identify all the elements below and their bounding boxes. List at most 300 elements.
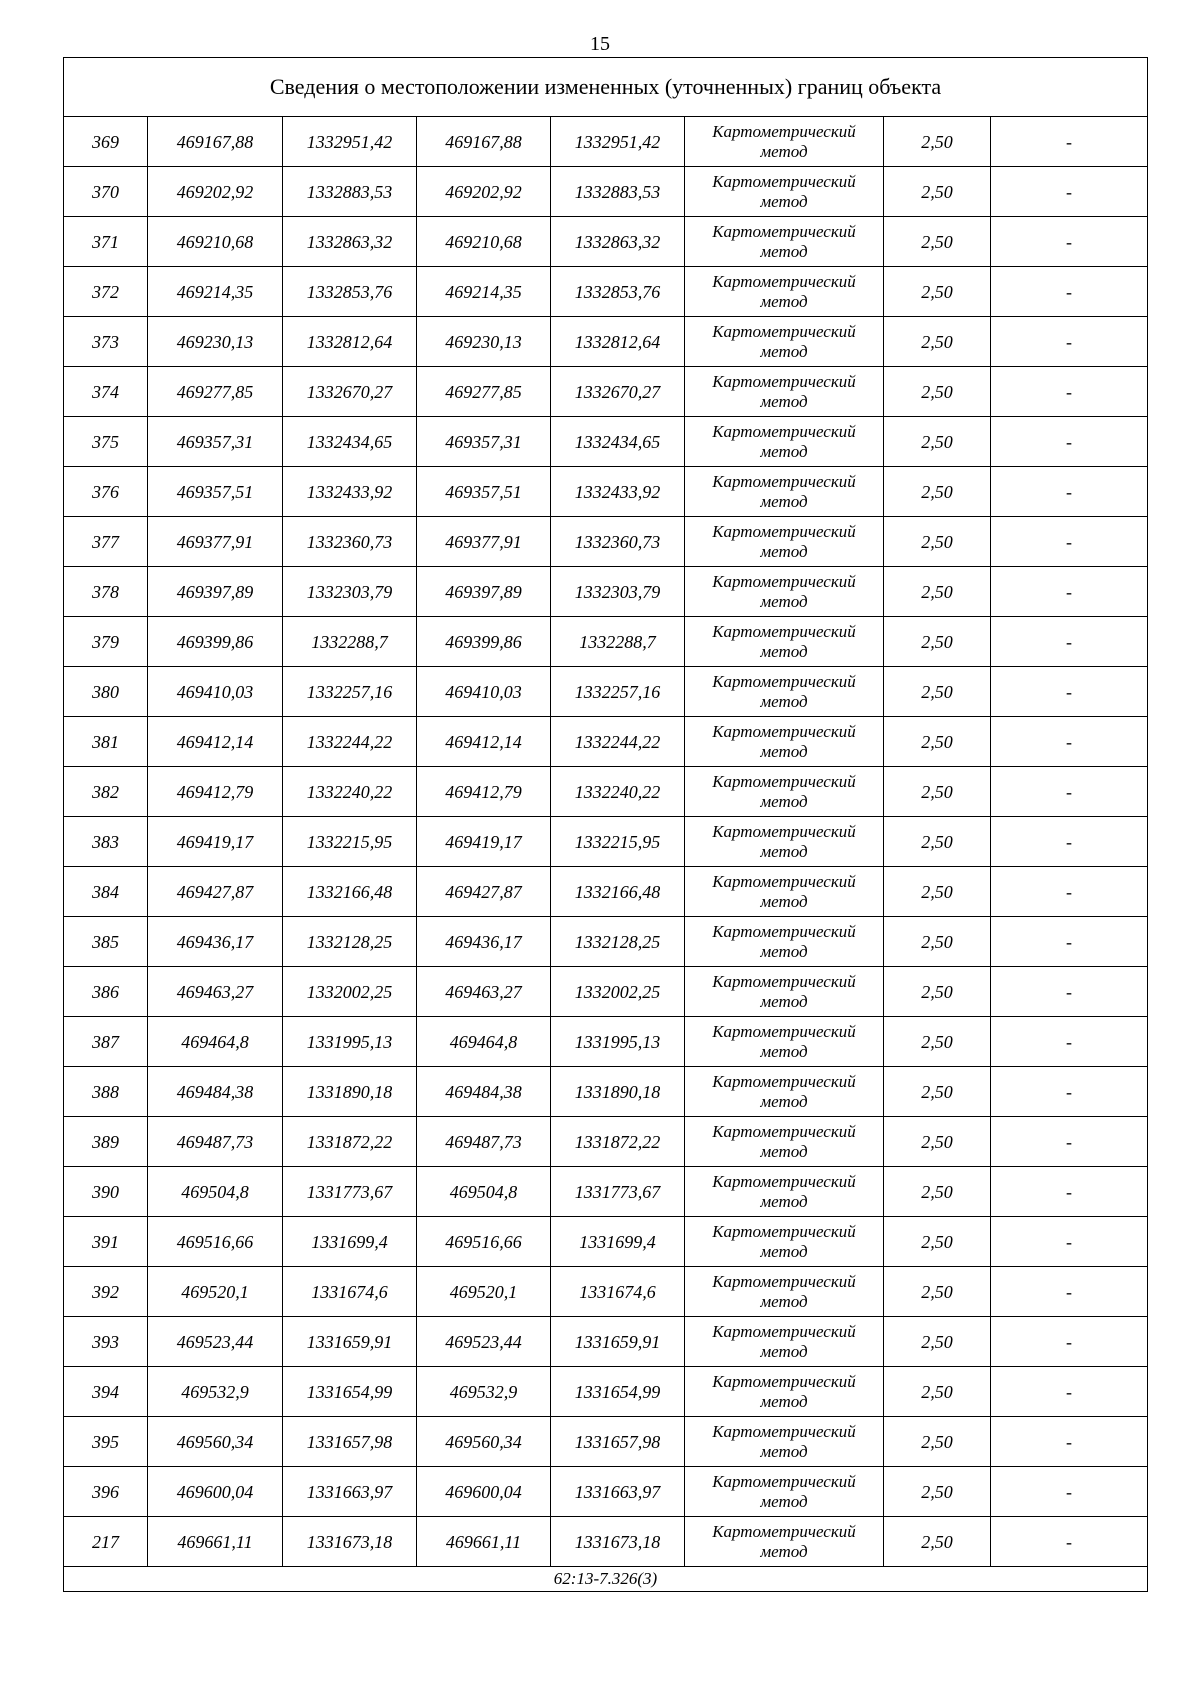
existing-x-cell: 469210,68: [148, 217, 283, 267]
method-line-1: Картометрический: [712, 621, 856, 641]
refined-y-cell: 1331673,18: [551, 1517, 685, 1567]
accuracy-cell: 2,50: [884, 767, 991, 817]
method-cell: [685, 667, 884, 717]
existing-y-cell: 1332434,65: [283, 417, 417, 467]
table-row: [64, 667, 1148, 717]
existing-x-cell: 469436,17: [148, 917, 283, 967]
accuracy-cell: 2,50: [884, 1167, 991, 1217]
existing-x-cell: 469600,04: [148, 1467, 283, 1517]
accuracy-cell: 2,50: [884, 717, 991, 767]
point-number-cell: 394: [64, 1367, 148, 1417]
refined-y-cell: 1331872,22: [551, 1117, 685, 1167]
point-number-cell: 382: [64, 767, 148, 817]
method-cell: [685, 1217, 884, 1267]
note-cell: -: [991, 917, 1148, 967]
method-cell: [685, 167, 884, 217]
point-number-cell: 387: [64, 1017, 148, 1067]
method-line-1: Картометрический: [712, 1171, 856, 1191]
point-number-cell: 391: [64, 1217, 148, 1267]
refined-y-cell: 1332670,27: [551, 367, 685, 417]
accuracy-cell: 2,50: [884, 1217, 991, 1267]
method-line-1: Картометрический: [712, 1221, 856, 1241]
point-number-cell: 381: [64, 717, 148, 767]
refined-y-cell: 1332883,53: [551, 167, 685, 217]
existing-x-cell: 469532,9: [148, 1367, 283, 1417]
note-cell: -: [991, 1417, 1148, 1467]
table-row: [64, 1417, 1148, 1467]
point-number-cell: 393: [64, 1317, 148, 1367]
method-cell: [685, 717, 884, 767]
refined-y-cell: 1331890,18: [551, 1067, 685, 1117]
accuracy-cell: 2,50: [884, 1117, 991, 1167]
refined-x-cell: 469397,89: [417, 567, 551, 617]
method-line-2: метод: [760, 1041, 808, 1061]
refined-x-cell: 469520,1: [417, 1267, 551, 1317]
method-cell: [685, 1167, 884, 1217]
method-line-1: Картометрический: [712, 1421, 856, 1441]
existing-x-cell: 469277,85: [148, 367, 283, 417]
refined-y-cell: 1331995,13: [551, 1017, 685, 1067]
method-line-1: Картометрический: [712, 1271, 856, 1291]
point-number-cell: 371: [64, 217, 148, 267]
existing-x-cell: 469167,88: [148, 117, 283, 167]
existing-x-cell: 469464,8: [148, 1017, 283, 1067]
refined-y-cell: 1332812,64: [551, 317, 685, 367]
table-title-row: [64, 58, 1148, 117]
existing-y-cell: 1332951,42: [283, 117, 417, 167]
table-row: [64, 517, 1148, 567]
refined-x-cell: 469427,87: [417, 867, 551, 917]
existing-y-cell: 1332288,7: [283, 617, 417, 667]
note-cell: -: [991, 717, 1148, 767]
method-line-1: Картометрический: [712, 721, 856, 741]
refined-x-cell: 469214,35: [417, 267, 551, 317]
method-line-1: Картометрический: [712, 571, 856, 591]
method-cell: [685, 1367, 884, 1417]
method-line-1: Картометрический: [712, 771, 856, 791]
accuracy-cell: 2,50: [884, 1017, 991, 1067]
method-line-2: метод: [760, 1341, 808, 1361]
accuracy-cell: 2,50: [884, 1067, 991, 1117]
refined-y-cell: 1332853,76: [551, 267, 685, 317]
method-cell: [685, 417, 884, 467]
note-cell: -: [991, 467, 1148, 517]
table-title: Сведения о местоположении измененных (уточненных) границ объекта: [64, 58, 1148, 117]
table-row: [64, 917, 1148, 967]
table-row: [64, 867, 1148, 917]
existing-x-cell: 469427,87: [148, 867, 283, 917]
table-row: [64, 267, 1148, 317]
note-cell: -: [991, 567, 1148, 617]
point-number-cell: 384: [64, 867, 148, 917]
method-cell: [685, 1517, 884, 1567]
accuracy-cell: 2,50: [884, 867, 991, 917]
method-line-1: Картометрический: [712, 221, 856, 241]
refined-y-cell: 1332433,92: [551, 467, 685, 517]
method-cell: [685, 217, 884, 267]
refined-y-cell: 1332257,16: [551, 667, 685, 717]
table-body: [64, 117, 1148, 1567]
method-cell: [685, 1117, 884, 1167]
refined-y-cell: 1331663,97: [551, 1467, 685, 1517]
refined-x-cell: 469377,91: [417, 517, 551, 567]
existing-x-cell: 469516,66: [148, 1217, 283, 1267]
existing-y-cell: 1332128,25: [283, 917, 417, 967]
method-line-2: метод: [760, 391, 808, 411]
point-number-cell: 369: [64, 117, 148, 167]
refined-x-cell: 469167,88: [417, 117, 551, 167]
existing-y-cell: 1331872,22: [283, 1117, 417, 1167]
existing-y-cell: 1331663,97: [283, 1467, 417, 1517]
accuracy-cell: 2,50: [884, 1467, 991, 1517]
refined-x-cell: 469484,38: [417, 1067, 551, 1117]
table-row: [64, 1467, 1148, 1517]
refined-x-cell: 469357,51: [417, 467, 551, 517]
method-cell: [685, 317, 884, 367]
method-line-1: Картометрический: [712, 421, 856, 441]
refined-x-cell: 469560,34: [417, 1417, 551, 1467]
existing-y-cell: 1332360,73: [283, 517, 417, 567]
existing-x-cell: 469214,35: [148, 267, 283, 317]
method-line-1: Картометрический: [712, 1321, 856, 1341]
existing-y-cell: 1332240,22: [283, 767, 417, 817]
refined-y-cell: 1332215,95: [551, 817, 685, 867]
accuracy-cell: 2,50: [884, 367, 991, 417]
refined-x-cell: 469436,17: [417, 917, 551, 967]
method-line-2: метод: [760, 1141, 808, 1161]
refined-y-cell: 1332166,48: [551, 867, 685, 917]
refined-x-cell: 469516,66: [417, 1217, 551, 1267]
method-line-2: метод: [760, 1241, 808, 1261]
table-row: [64, 717, 1148, 767]
table-row: [64, 117, 1148, 167]
refined-y-cell: 1331659,91: [551, 1317, 685, 1367]
note-cell: -: [991, 1367, 1148, 1417]
accuracy-cell: 2,50: [884, 167, 991, 217]
method-line-1: Картометрический: [712, 1121, 856, 1141]
existing-x-cell: 469661,11: [148, 1517, 283, 1567]
method-cell: [685, 1467, 884, 1517]
method-line-1: Картометрический: [712, 1471, 856, 1491]
note-cell: -: [991, 267, 1148, 317]
refined-y-cell: 1332863,32: [551, 217, 685, 267]
method-line-2: метод: [760, 741, 808, 761]
existing-x-cell: 469463,27: [148, 967, 283, 1017]
refined-y-cell: 1332240,22: [551, 767, 685, 817]
accuracy-cell: 2,50: [884, 317, 991, 367]
method-cell: [685, 867, 884, 917]
method-line-1: Картометрический: [712, 521, 856, 541]
method-line-1: Картометрический: [712, 971, 856, 991]
existing-y-cell: 1332433,92: [283, 467, 417, 517]
boundary-coordinates-table: [63, 57, 1148, 1592]
accuracy-cell: 2,50: [884, 1317, 991, 1367]
note-cell: -: [991, 1167, 1148, 1217]
method-cell: [685, 967, 884, 1017]
existing-y-cell: 1331674,6: [283, 1267, 417, 1317]
method-line-2: метод: [760, 491, 808, 511]
refined-y-cell: 1331654,99: [551, 1367, 685, 1417]
method-line-2: метод: [760, 1541, 808, 1561]
method-line-1: Картометрический: [712, 271, 856, 291]
existing-y-cell: 1332863,32: [283, 217, 417, 267]
existing-x-cell: 469357,51: [148, 467, 283, 517]
existing-x-cell: 469487,73: [148, 1117, 283, 1167]
method-line-2: метод: [760, 841, 808, 861]
method-cell: [685, 567, 884, 617]
method-line-2: метод: [760, 991, 808, 1011]
refined-x-cell: 469202,92: [417, 167, 551, 217]
note-cell: -: [991, 317, 1148, 367]
method-cell: [685, 117, 884, 167]
refined-y-cell: 1332434,65: [551, 417, 685, 467]
method-cell: [685, 1317, 884, 1367]
refined-x-cell: 469210,68: [417, 217, 551, 267]
accuracy-cell: 2,50: [884, 617, 991, 667]
note-cell: -: [991, 517, 1148, 567]
existing-y-cell: 1332812,64: [283, 317, 417, 367]
existing-y-cell: 1331673,18: [283, 1517, 417, 1567]
point-number-cell: 395: [64, 1417, 148, 1467]
existing-y-cell: 1332257,16: [283, 667, 417, 717]
method-line-2: метод: [760, 191, 808, 211]
refined-y-cell: 1332360,73: [551, 517, 685, 567]
existing-x-cell: 469202,92: [148, 167, 283, 217]
table-row: [64, 1117, 1148, 1167]
refined-x-cell: 469357,31: [417, 417, 551, 467]
table-row: [64, 1017, 1148, 1067]
method-line-2: метод: [760, 641, 808, 661]
accuracy-cell: 2,50: [884, 817, 991, 867]
method-line-2: метод: [760, 591, 808, 611]
point-number-cell: 377: [64, 517, 148, 567]
note-cell: -: [991, 817, 1148, 867]
method-line-2: метод: [760, 1491, 808, 1511]
table-row: [64, 967, 1148, 1017]
note-cell: -: [991, 1117, 1148, 1167]
method-line-2: метод: [760, 1191, 808, 1211]
existing-x-cell: 469520,1: [148, 1267, 283, 1317]
method-line-2: метод: [760, 441, 808, 461]
point-number-cell: 389: [64, 1117, 148, 1167]
note-cell: -: [991, 767, 1148, 817]
point-number-cell: 373: [64, 317, 148, 367]
refined-x-cell: 469661,11: [417, 1517, 551, 1567]
method-line-2: метод: [760, 1091, 808, 1111]
table-row: [64, 817, 1148, 867]
method-line-1: Картометрический: [712, 471, 856, 491]
refined-x-cell: 469412,79: [417, 767, 551, 817]
existing-y-cell: 1331890,18: [283, 1067, 417, 1117]
refined-x-cell: 469410,03: [417, 667, 551, 717]
method-line-2: метод: [760, 1441, 808, 1461]
existing-y-cell: 1331654,99: [283, 1367, 417, 1417]
table-row: [64, 1267, 1148, 1317]
existing-y-cell: 1332853,76: [283, 267, 417, 317]
table-row: [64, 1367, 1148, 1417]
refined-y-cell: 1331674,6: [551, 1267, 685, 1317]
accuracy-cell: 2,50: [884, 1417, 991, 1467]
method-line-1: Картометрический: [712, 371, 856, 391]
method-line-1: Картометрический: [712, 1071, 856, 1091]
note-cell: -: [991, 367, 1148, 417]
note-cell: -: [991, 1317, 1148, 1367]
point-number-cell: 376: [64, 467, 148, 517]
existing-y-cell: 1332244,22: [283, 717, 417, 767]
refined-y-cell: 1332288,7: [551, 617, 685, 667]
point-number-cell: 396: [64, 1467, 148, 1517]
method-line-1: Картометрический: [712, 871, 856, 891]
point-number-cell: 379: [64, 617, 148, 667]
existing-y-cell: 1331773,67: [283, 1167, 417, 1217]
method-cell: [685, 367, 884, 417]
note-cell: -: [991, 117, 1148, 167]
existing-y-cell: 1331659,91: [283, 1317, 417, 1367]
page-number: 15: [590, 33, 610, 55]
method-line-1: Картометрический: [712, 321, 856, 341]
existing-x-cell: 469357,31: [148, 417, 283, 467]
method-line-2: метод: [760, 691, 808, 711]
refined-y-cell: 1332303,79: [551, 567, 685, 617]
existing-x-cell: 469419,17: [148, 817, 283, 867]
method-line-2: метод: [760, 791, 808, 811]
existing-y-cell: 1332215,95: [283, 817, 417, 867]
existing-x-cell: 469523,44: [148, 1317, 283, 1367]
method-line-1: Картометрический: [712, 121, 856, 141]
existing-x-cell: 469560,34: [148, 1417, 283, 1467]
table-footer-row: [64, 1567, 1148, 1592]
refined-y-cell: 1331657,98: [551, 1417, 685, 1467]
refined-x-cell: 469600,04: [417, 1467, 551, 1517]
accuracy-cell: 2,50: [884, 467, 991, 517]
existing-x-cell: 469230,13: [148, 317, 283, 367]
note-cell: -: [991, 617, 1148, 667]
note-cell: -: [991, 1267, 1148, 1317]
method-cell: [685, 817, 884, 867]
refined-x-cell: 469487,73: [417, 1117, 551, 1167]
note-cell: -: [991, 1467, 1148, 1517]
existing-y-cell: 1331657,98: [283, 1417, 417, 1467]
accuracy-cell: 2,50: [884, 1367, 991, 1417]
note-cell: -: [991, 1017, 1148, 1067]
accuracy-cell: 2,50: [884, 267, 991, 317]
table-row: [64, 1317, 1148, 1367]
method-cell: [685, 1067, 884, 1117]
method-line-2: метод: [760, 241, 808, 261]
existing-x-cell: 469377,91: [148, 517, 283, 567]
note-cell: -: [991, 167, 1148, 217]
method-line-2: метод: [760, 891, 808, 911]
accuracy-cell: 2,50: [884, 1517, 991, 1567]
accuracy-cell: 2,50: [884, 967, 991, 1017]
accuracy-cell: 2,50: [884, 1267, 991, 1317]
accuracy-cell: 2,50: [884, 417, 991, 467]
existing-y-cell: 1332883,53: [283, 167, 417, 217]
refined-x-cell: 469532,9: [417, 1367, 551, 1417]
existing-y-cell: 1332303,79: [283, 567, 417, 617]
note-cell: -: [991, 1217, 1148, 1267]
table-row: [64, 317, 1148, 367]
method-line-1: Картометрический: [712, 1371, 856, 1391]
point-number-cell: 217: [64, 1517, 148, 1567]
existing-y-cell: 1331995,13: [283, 1017, 417, 1067]
cadastral-number: 62:13-7.326(3): [64, 1567, 1148, 1592]
point-number-cell: 388: [64, 1067, 148, 1117]
note-cell: -: [991, 867, 1148, 917]
point-number-cell: 380: [64, 667, 148, 717]
table-row: [64, 1067, 1148, 1117]
point-number-cell: 375: [64, 417, 148, 467]
table-row: [64, 617, 1148, 667]
existing-y-cell: 1332002,25: [283, 967, 417, 1017]
note-cell: -: [991, 667, 1148, 717]
existing-x-cell: 469412,79: [148, 767, 283, 817]
refined-x-cell: 469419,17: [417, 817, 551, 867]
refined-x-cell: 469523,44: [417, 1317, 551, 1367]
method-line-1: Картометрический: [712, 171, 856, 191]
refined-y-cell: 1332244,22: [551, 717, 685, 767]
method-line-2: метод: [760, 941, 808, 961]
point-number-cell: 383: [64, 817, 148, 867]
refined-x-cell: 469504,8: [417, 1167, 551, 1217]
method-cell: [685, 1417, 884, 1467]
table-row: [64, 767, 1148, 817]
refined-x-cell: 469464,8: [417, 1017, 551, 1067]
point-number-cell: 386: [64, 967, 148, 1017]
refined-y-cell: 1332002,25: [551, 967, 685, 1017]
note-cell: -: [991, 1517, 1148, 1567]
point-number-cell: 378: [64, 567, 148, 617]
note-cell: -: [991, 417, 1148, 467]
point-number-cell: 374: [64, 367, 148, 417]
accuracy-cell: 2,50: [884, 217, 991, 267]
method-cell: [685, 1017, 884, 1067]
method-line-2: метод: [760, 1391, 808, 1411]
existing-x-cell: 469397,89: [148, 567, 283, 617]
existing-x-cell: 469484,38: [148, 1067, 283, 1117]
method-cell: [685, 267, 884, 317]
table-row: [64, 1217, 1148, 1267]
existing-y-cell: 1331699,4: [283, 1217, 417, 1267]
method-cell: [685, 467, 884, 517]
point-number-cell: 372: [64, 267, 148, 317]
table-row: [64, 467, 1148, 517]
existing-y-cell: 1332166,48: [283, 867, 417, 917]
existing-x-cell: 469504,8: [148, 1167, 283, 1217]
method-line-1: Картометрический: [712, 921, 856, 941]
refined-x-cell: 469399,86: [417, 617, 551, 667]
note-cell: -: [991, 967, 1148, 1017]
method-line-2: метод: [760, 1291, 808, 1311]
refined-x-cell: 469412,14: [417, 717, 551, 767]
note-cell: -: [991, 1067, 1148, 1117]
point-number-cell: 392: [64, 1267, 148, 1317]
method-line-1: Картометрический: [712, 1021, 856, 1041]
refined-y-cell: 1331773,67: [551, 1167, 685, 1217]
method-line-2: метод: [760, 541, 808, 561]
point-number-cell: 390: [64, 1167, 148, 1217]
existing-x-cell: 469399,86: [148, 617, 283, 667]
accuracy-cell: 2,50: [884, 517, 991, 567]
point-number-cell: 385: [64, 917, 148, 967]
refined-x-cell: 469463,27: [417, 967, 551, 1017]
existing-x-cell: 469410,03: [148, 667, 283, 717]
table-row: [64, 217, 1148, 267]
method-line-2: метод: [760, 141, 808, 161]
table-row: [64, 167, 1148, 217]
method-line-2: метод: [760, 291, 808, 311]
table-row: [64, 417, 1148, 467]
